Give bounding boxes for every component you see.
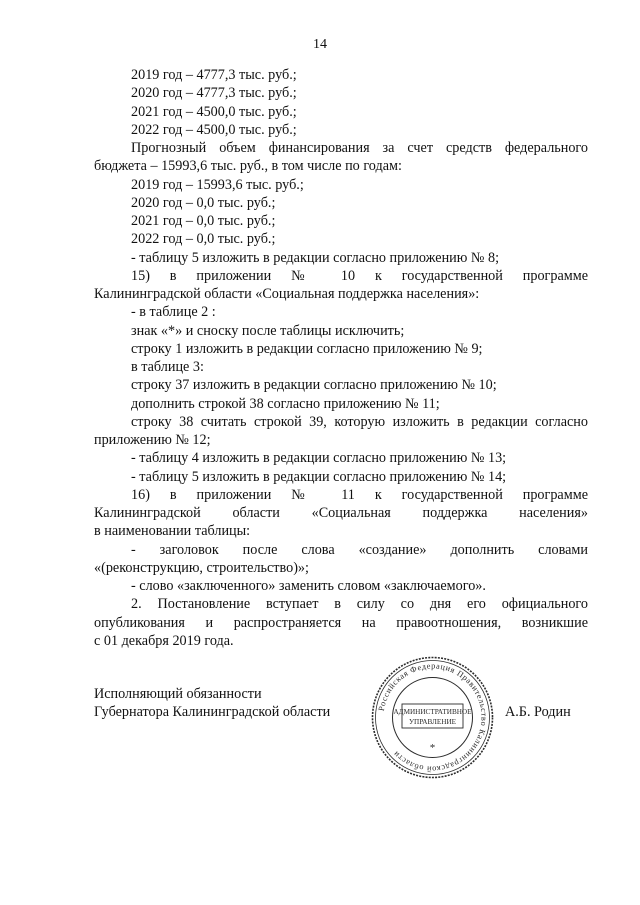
text-line: 15) в приложении № 10 к государственной программе (131, 267, 588, 284)
official-seal (370, 655, 495, 780)
text-line: - таблицу 4 изложить в редакции согласно приложению № 13; (131, 450, 507, 467)
text-line: 2019 год – 15993,6 тыс. руб.; (131, 176, 304, 193)
text-line: 16) в приложении № 11 к государственной программе (131, 486, 588, 503)
text-line: строку 37 изложить в редакции согласно приложению № 10; (131, 377, 497, 394)
text-line: 2021 год – 4500,0 тыс. руб.; (131, 103, 297, 120)
seal-center-line2: УПРАВЛЕНИЕ (408, 718, 457, 726)
text-line: 2021 год – 0,0 тыс. руб.; (131, 213, 276, 229)
text-line: - таблицу 5 изложить в редакции согласно приложению № 14; (131, 468, 507, 485)
text-line: 2020 год – 4777,3 тыс. руб.; (131, 85, 297, 102)
signatory-position (94, 685, 330, 721)
text-line: в наименовании таблицы: (94, 523, 251, 540)
text-line: бюджета – 15993,6 тыс. руб., в том числе по годам: (94, 158, 402, 175)
signatory-position-line2: Губернатора Калининградской области (94, 704, 331, 720)
signatory-position-line1: Исполняющий обязанности (94, 686, 262, 702)
signatory-name: А.Б. Родин (505, 704, 571, 720)
text-line: «(реконструкцию, строительство)»; (94, 559, 309, 576)
text-line: 2022 год – 0,0 тыс. руб.; (131, 231, 276, 248)
text-line: приложению № 12; (94, 432, 211, 448)
text-line: - заголовок после слова «создание» дополнить словами (131, 541, 588, 558)
seal-outer-text: Российская Федерация Правительство Калининградской области (376, 661, 489, 774)
text-line: с 01 декабря 2019 года. (94, 632, 234, 649)
text-line: Калининградской области «Социальная поддержка населения» (94, 505, 588, 521)
seal-graphic (370, 655, 495, 780)
text-line: 2. Постановление вступает в силу со дня его официального (131, 596, 588, 613)
text-line: строку 1 изложить в редакции согласно приложению № 9; (131, 340, 483, 357)
page-number: 14 (313, 37, 327, 52)
document-body (94, 66, 588, 650)
text-line: 2020 год – 0,0 тыс. руб.; (131, 194, 276, 211)
text-line: Калининградской области «Социальная поддержка населения»: (94, 286, 480, 302)
seal-star-icon: * (429, 742, 436, 754)
text-line: - слово «заключенного» заменить словом «заключаемого». (131, 578, 486, 594)
text-line: опубликования и распространяется на правоотношения, возникшие (94, 614, 588, 631)
text-line: Прогнозный объем финансирования за счет средств федерального (131, 140, 588, 156)
text-line: 2019 год – 4777,3 тыс. руб.; (131, 67, 297, 83)
text-line: дополнить строкой 38 согласно приложению № 11; (131, 395, 440, 412)
seal-center-line1: АДМИНИСТРАТИВНОЕ (393, 708, 472, 716)
text-line: - таблицу 5 изложить в редакции согласно приложению № 8; (131, 249, 500, 266)
text-line: - в таблице 2 : (131, 304, 216, 321)
text-line: строку 38 считать строкой 39, которую изложить в редакции согласно (131, 413, 588, 430)
text-line: 2022 год – 4500,0 тыс. руб.; (131, 121, 297, 138)
text-line: знак «*» и сноску после таблицы исключить; (131, 322, 405, 339)
text-line: в таблице 3: (131, 359, 204, 375)
